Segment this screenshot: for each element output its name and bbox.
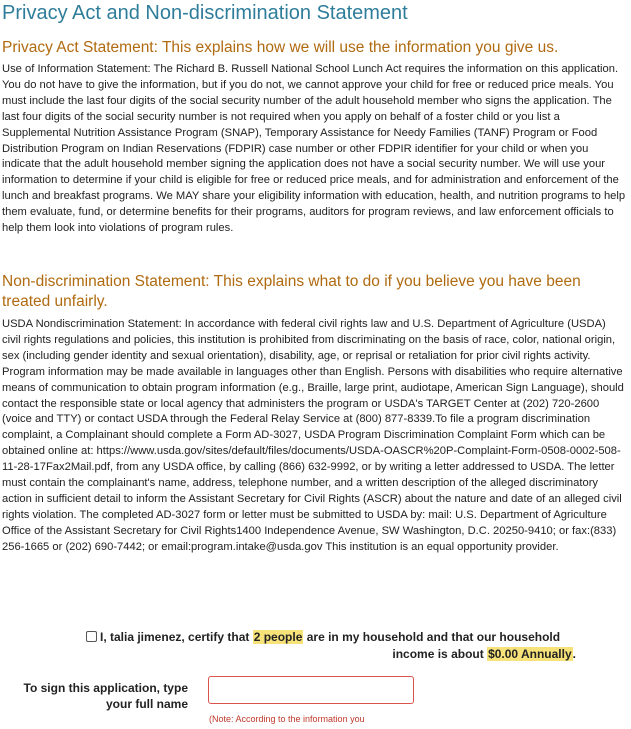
household-size-highlight: 2 people [253, 630, 303, 644]
nondiscrimination-heading: Non-discrimination Statement: This explains what to do if you believe you have been treated unfairly. [2, 273, 581, 310]
page-title: Privacy Act and Non-discrimination Statement [2, 2, 408, 24]
certification-statement [86, 629, 576, 663]
signature-label: To sign this application, type your full name [23, 681, 188, 711]
income-prefix: income is about [392, 647, 488, 661]
certify-checkbox[interactable] [86, 631, 97, 642]
signature-note: (Note: According to the information you [209, 714, 365, 724]
cert-prefix: I, talia jimenez, certify that [100, 630, 253, 644]
cert-suffix: . [572, 647, 576, 661]
privacy-body: Use of Information Statement: The Richard B. Russell National School Lunch Act requires the information on this application. You do not have to give the information, but if you do not, we cannot approve your child for free or reduced price meals. You must include the last four digits of the social security number of the adult household member who signs the application. The last four digits of the social security number is not required when you apply on behalf of a foster child or you list a Supplemental Nutrition Assistance Program (SNAP), Temporary Assistance for Needy Families (TANF) Program or Food Distribution Program on Indian Reservations (FDPIR) case number or other FDPIR identifier for your child or when you indicate that the adult household member signing the application does not have a social security number. We will use your information to determine if your child is eligible for free or reduced price meals, and for administration and enforcement of the lunch and breakfast programs. We MAY share your eligibility information with education, health, and nutrition programs to help them evaluate, fund, or determine benefits for their programs, auditors for program reviews, and law enforcement officials to help them look into violations of program rules. [2, 63, 626, 235]
cert-middle: are in my household and that our household [303, 630, 561, 644]
income-highlight: $0.00 Annually [488, 647, 572, 661]
nondiscrimination-body: USDA Nondiscrimination Statement: In accordance with federal civil rights law and U.S. Department of Agriculture (USDA) civil rights regulations and policies, this institution is prohibited from discriminating on the basis of race, color, national origin, sex (including gender identity and sexual orientation), disability, age, or reprisal or retaliation for prior civil rights activity. Program information may be made available in languages other than English. Persons with disabilities who require alternative means of communication to obtain program information (e.g., Braille, large print, audiotape, American Sign Language), should contact the responsible state or local agency that administers the program or USDA's TARGET Center at (202) 720-2600 (voice and TTY) or contact USDA through the Federal Relay Service at (800) 877-8339.To file a program discrimination complaint, a Complainant should complete a Form AD-3027, USDA Program Discrimination Complaint Form which can be obtained online at: https://www.usda.gov/sites/default/files/documents/USDA-OASCR%20P-Complaint-Form-0508-0002-508-11-28-17Fax2Mail.pdf, from any USDA office, by calling (866) 632-9992, or by writing a letter addressed to USDA. The letter must contain the complainant's name, address, telephone number, and a written description of the alleged discriminatory action in sufficient detail to inform the Assistant Secretary for Civil Rights (ASCR) about the nature and date of an alleged civil rights violation. The completed AD-3027 form or letter must be submitted to USDA by: mail: U.S. Department of Agriculture Office of the Assistant Secretary for Civil Rights1400 Independence Avenue, SW Washington, D.C. 20250-9410; or fax:(833) 256-1665 or (202) 690-7442; or email:program.intake@usda.gov This institution is an equal opportunity provider. [2, 318, 624, 553]
privacy-heading: Privacy Act Statement: This explains how we will use the information you give us. [2, 39, 559, 56]
signature-input[interactable] [208, 676, 414, 704]
